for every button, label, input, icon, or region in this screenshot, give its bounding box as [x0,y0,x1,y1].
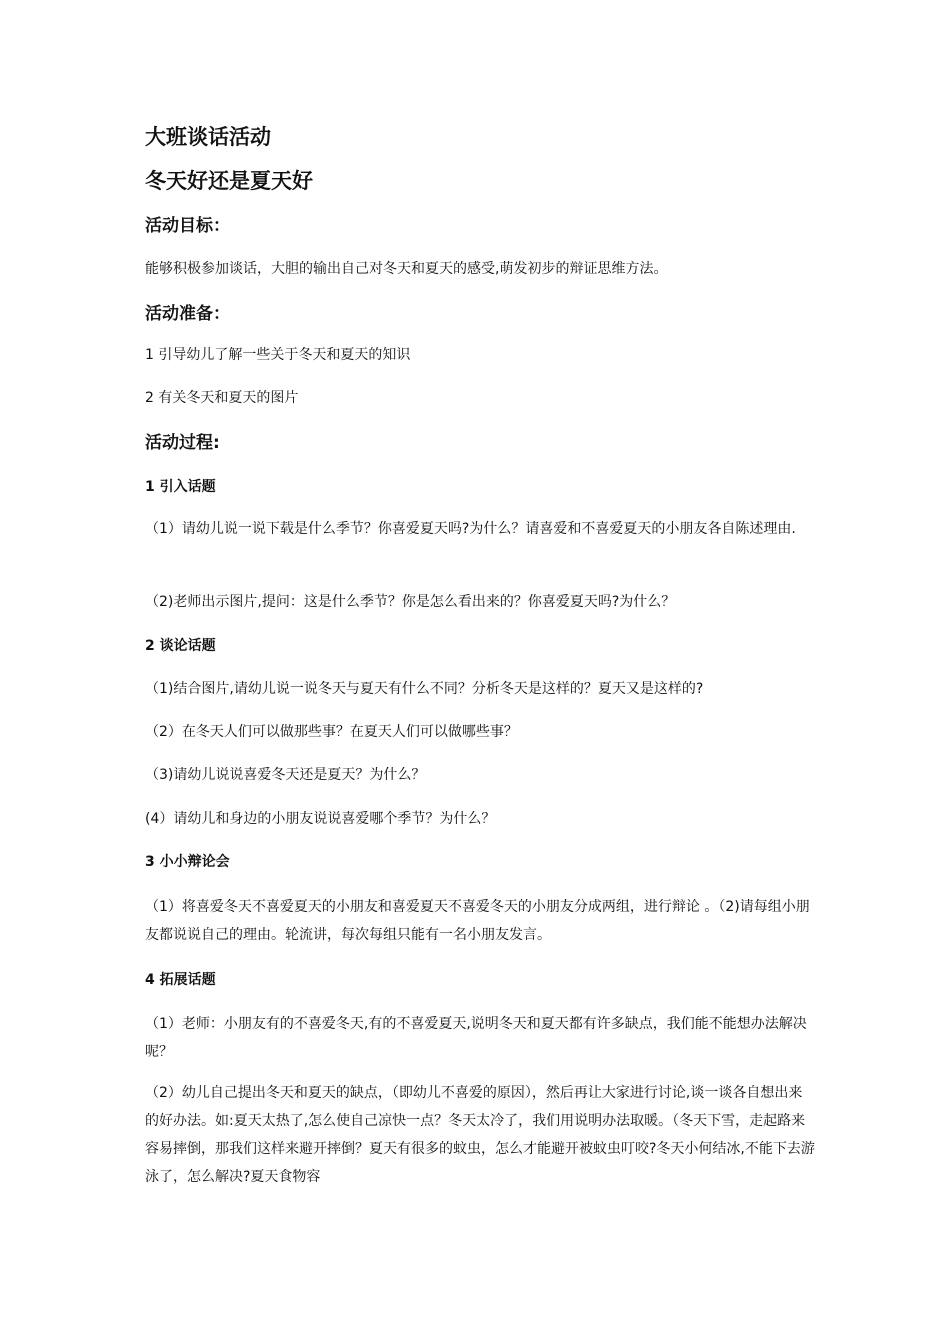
section-1-paragraph: （1）请幼儿说一说下载是什么季节？你喜爱夏天吗?为什么？请喜爱和不喜爱夏天的小朋友各自陈述理由. [145,521,796,537]
section-4-heading: 4 拓展话题 [145,972,216,988]
section-4-paragraph: （1）老师：小朋友有的不喜爱冬天,有的不喜爱夏天,说明冬天和夏天都有许多缺点，我们能不能想办法解决呢？ [145,1016,807,1060]
section-2-heading: 2 谈论话题 [145,638,216,654]
prep-heading: 活动准备： [145,304,230,324]
section-4-paragraph: （2）幼儿自己提出冬天和夏天的缺点，（即幼儿不喜爱的原因），然后再让大家进行讨论,谈一谈各自想出来的好办法。如:夏天太热了,怎么使自己凉快一点？冬天太冷了，我们用说明办法取暖。（冬天下雪，走起路来容易摔倒，那我们这样来避开摔倒？夏天有很多的蚊虫，怎么才能避开被蚊虫叮咬?冬天小何结冰,不能下去游泳了，怎么解决?夏天食物容 [145,1085,815,1185]
section-2-paragraph: （2）在冬天人们可以做那些事？在夏天人们可以做哪些事？ [145,724,518,740]
document-title: 大班谈话活动 [145,125,271,149]
goal-text: 能够积极参加谈话，大胆的输出自己对冬天和夏天的感受,萌发初步的辩证思维方法。 [145,261,668,277]
section-2-paragraph: （3)请幼儿说说喜爱冬天还是夏天？为什么？ [145,767,426,783]
process-heading: 活动过程: [145,433,220,453]
section-3-paragraph: （1）将喜爱冬天不喜爱夏天的小朋友和喜爱夏天不喜爱冬天的小朋友分成两组，进行辩论 。（2)请每组小朋友都说说自己的理由。轮流讲，每次每组只能有一名小朋友发言。 [145,899,810,943]
prep-item: 1 引导幼儿了解一些关于冬天和夏天的知识 [145,347,411,363]
section-1-paragraph: （2)老师出示图片,提问：这是什么季节？你是怎么看出来的？你喜爱夏天吗?为什么？ [145,594,676,610]
prep-item: 2 有关冬天和夏天的图片 [145,390,299,406]
document-subtitle: 冬天好还是夏天好 [145,169,313,193]
section-3-heading: 3 小小辩论会 [145,854,230,870]
section-2-paragraph: （1)结合图片,请幼儿说一说冬天与夏天有什么不同？分析冬天是这样的？夏天又是这样的? [145,681,704,697]
section-2-paragraph: (4）请幼儿和身边的小朋友说说喜爱哪个季节？为什么？ [145,811,496,827]
section-1-heading: 1 引入话题 [145,479,216,495]
goal-heading: 活动目标： [145,216,230,236]
